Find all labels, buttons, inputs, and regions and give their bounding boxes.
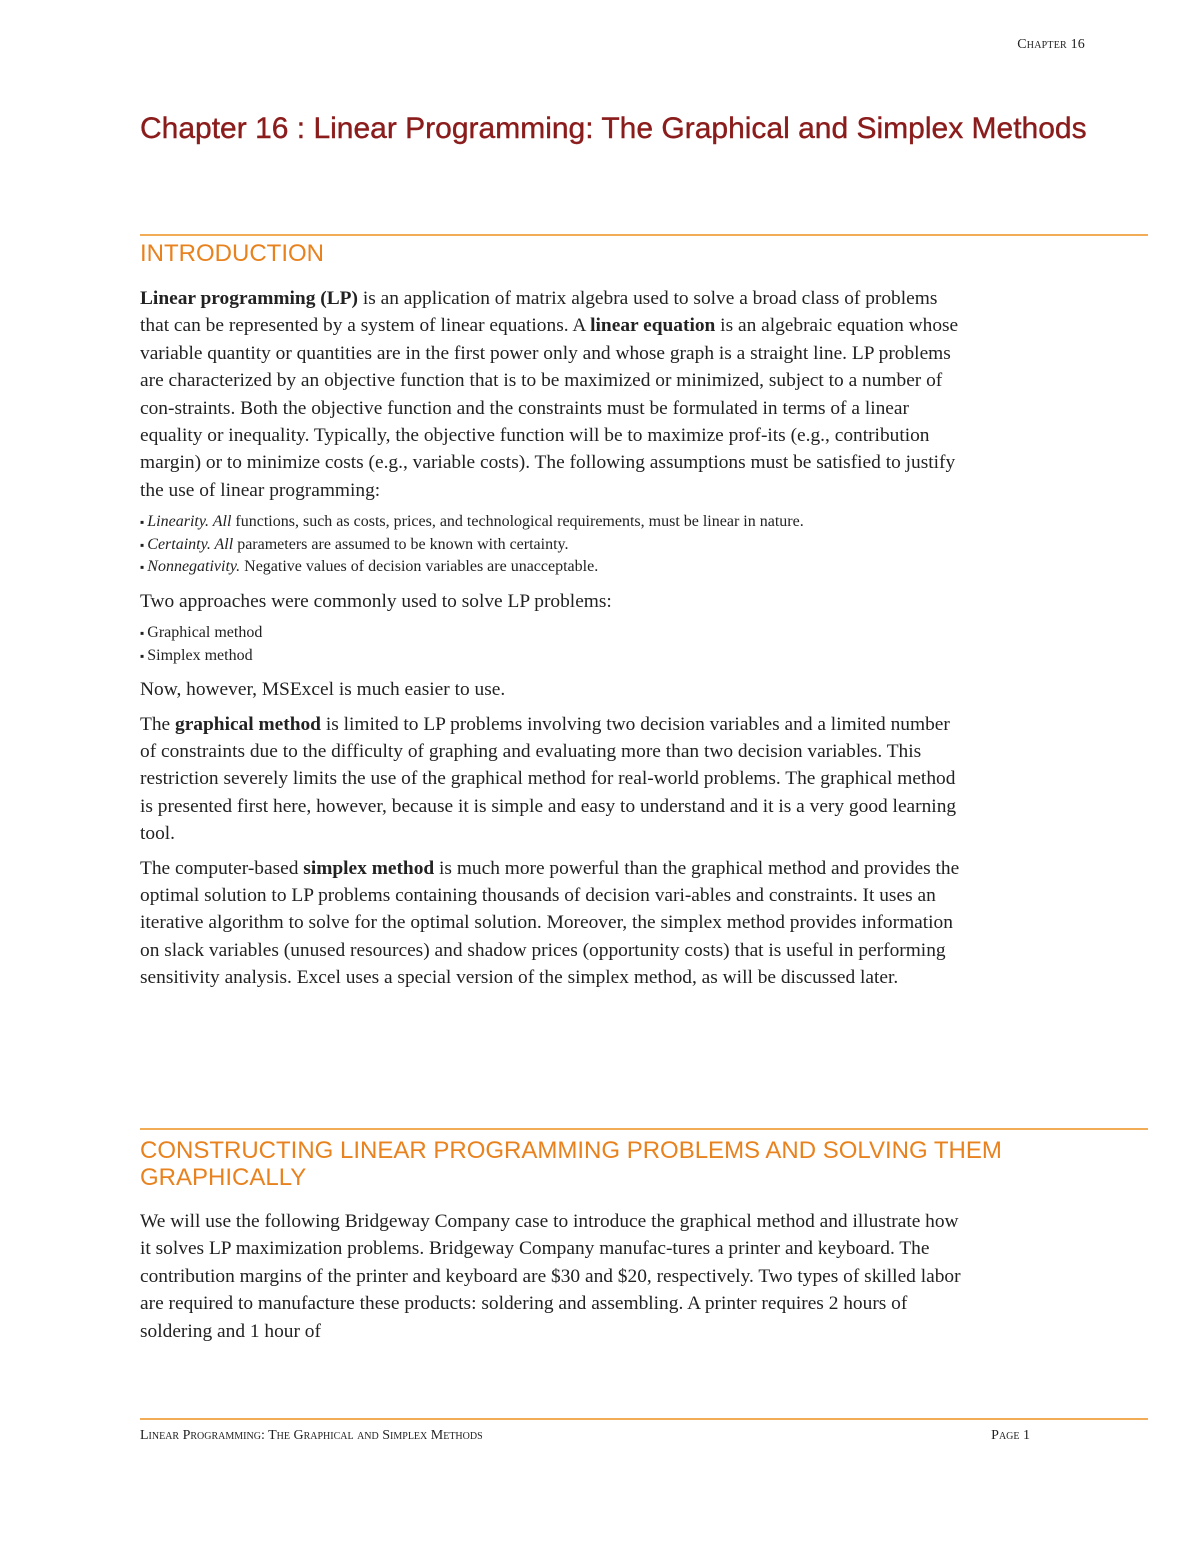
list-item: ▪ Simplex method — [140, 645, 970, 668]
paragraph: Now, however, MSExcel is much easier to use. — [140, 679, 506, 701]
assumptions-list — [140, 511, 970, 579]
section-heading-constructing: CONSTRUCTING LINEAR PROGRAMMING PROBLEMS AND SOLVING THEM GRAPHICALLY — [140, 1137, 1002, 1191]
term-graphical-method: graphical method — [175, 713, 321, 735]
list-item: ▪ Graphical method — [140, 622, 970, 645]
list-item: ▪ Linearity. All functions, such as costs, prices, and technological requirements, must be linear in nature. — [140, 511, 970, 534]
section-heading-introduction: INTRODUCTION — [140, 240, 324, 267]
term-linear-programming: Linear programming (LP) — [140, 288, 358, 309]
paragraph: We will use the following Bridgeway Company case to introduce the graphical method and illustrate how it solves LP maximization problems. Bridgeway Company manufac-tures a printer and keyboard. The contribution margins of the printer and keyboard are $30 and $20, respectively. Two types of skilled labor are required to manufacture these products: soldering and assembling. A printer requires 2 hours of soldering and 1 hour of — [140, 1211, 961, 1342]
term-simplex-method: simplex method — [303, 857, 435, 879]
running-head: Chapter 16 — [1017, 37, 1085, 52]
chapter-title: Chapter 16 : Linear Programming: The Graphical and Simplex Methods — [140, 112, 1087, 145]
approaches-list — [140, 622, 970, 667]
section2-body — [140, 1208, 970, 1345]
list-item: ▪ Nonnegativity. Negative values of decision variables are unacceptable. — [140, 556, 970, 579]
paragraph: Two approaches were commonly used to solve LP problems: — [140, 590, 612, 612]
term-linear-equation: linear equation — [590, 315, 716, 337]
introduction-body — [140, 285, 970, 999]
footer-rule — [140, 1418, 1148, 1420]
paragraph: The graphical method is limited to LP problems involving two decision variables and a limited number of constraints due to the difficulty of graphing and evaluating more than two decision variables. This restriction severely limits the use of the graphical method for real-world problems. The graphical method is presented first here, however, because it is simple and easy to understand and it is a very good learning tool. — [140, 713, 957, 845]
section-rule — [140, 1128, 1148, 1130]
page-number: Page 1 — [991, 1428, 1030, 1443]
list-item: ▪ Certainty. All parameters are assumed to be known with certainty. — [140, 534, 970, 557]
footer-running-title: Linear Programming: The Graphical and Simplex Methods — [140, 1428, 483, 1443]
section-rule — [140, 234, 1148, 236]
paragraph: Linear programming (LP) is an application of matrix algebra used to solve a broad class of problems that can be represented by a system of linear equations. A linear equation is an algebraic equation whose variable quantity or quantities are in the first power only and whose graph is a straight line. LP problems are characterized by an objective function that is to be maximized or minimized, subject to a number of con-straints. Both the objective function and the constraints must be formulated in terms of a linear equality or inequality. Typically, the objective function will be to maximize prof-its (e.g., contribution margin) or to minimize costs (e.g., variable costs). The following assumptions must be satisfied to justify the use of linear programming: — [140, 288, 959, 501]
paragraph: The computer-based simplex method is much more powerful than the graphical method and provides the optimal solution to LP problems containing thousands of decision vari-ables and constraints. It uses an iterative algorithm to solve for the optimal solution. Moreover, the simplex method provides information on slack variables (unused resources) and shadow prices (opportunity costs) that is useful in performing sensitivity analysis. Excel uses a special version of the simplex method, as will be discussed later. — [140, 857, 960, 989]
